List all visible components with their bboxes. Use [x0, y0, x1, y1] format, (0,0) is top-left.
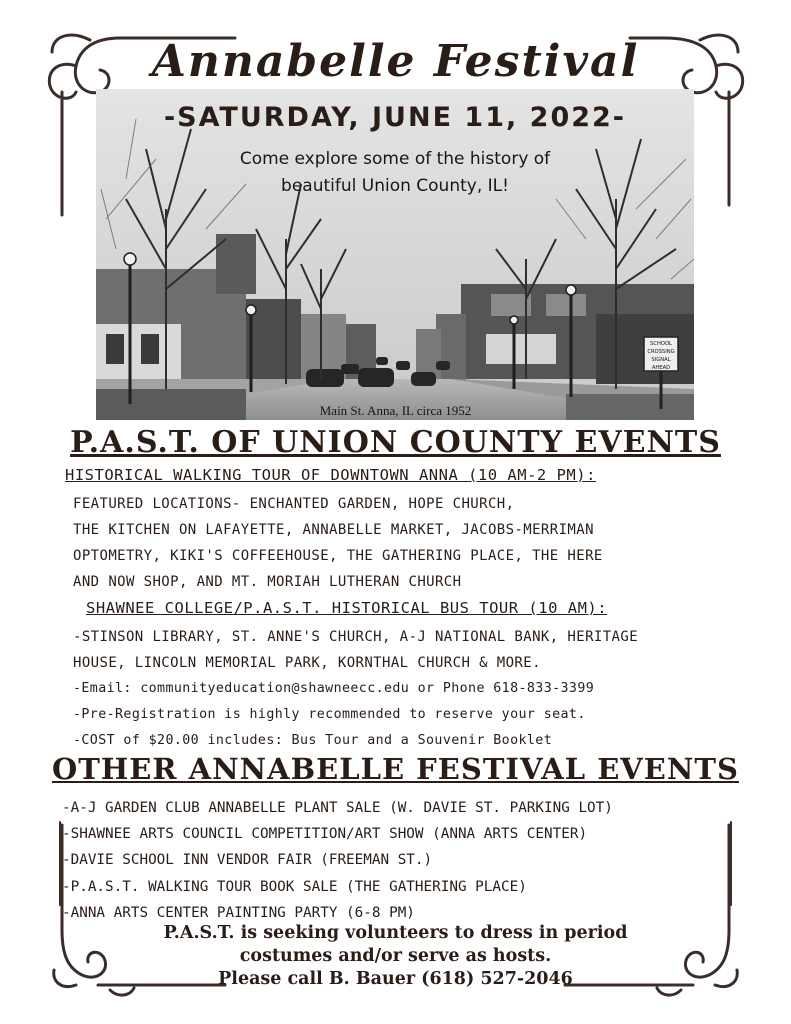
- volunteer-callout: [0, 922, 791, 991]
- list-item: -DAVIE SCHOOL INN VENDOR FAIR (FREEMAN ST.): [62, 852, 433, 869]
- bus-tour-line: -Pre-Registration is highly recommended to reserve your seat.: [73, 707, 586, 722]
- sign-text: SIGNAL: [651, 357, 671, 363]
- festival-title: Annabelle Festival: [151, 36, 640, 87]
- walking-tour-details: [73, 491, 603, 595]
- bus-tour-line: -STINSON LIBRARY, ST. ANNE'S CHURCH, A-J NATIONAL BANK, HERITAGE: [73, 629, 639, 645]
- bus-tour-title: SHAWNEE COLLEGE/P.A.S.T. HISTORICAL BUS TOUR (10 AM):: [86, 599, 608, 617]
- list-item: -SHAWNEE ARTS COUNCIL COMPETITION/ART SHOW (ANNA ARTS CENTER): [62, 826, 588, 843]
- sign-text: SCHOOL: [650, 341, 672, 347]
- walking-tour-line: OPTOMETRY, KIKI'S COFFEEHOUSE, THE GATHERING PLACE, THE HERE: [73, 548, 603, 564]
- footer-line: P.A.S.T. is seeking volunteers to dress in period: [163, 923, 628, 943]
- sign-text: CROSSING: [647, 349, 675, 355]
- footer-line: Please call B. Bauer (618) 527-2046: [218, 969, 573, 989]
- footer-line: costumes and/or serve as hosts.: [239, 946, 552, 966]
- bus-tour-line: -Email: communityeducation@shawneecc.edu or Phone 618-833-3399: [73, 681, 595, 696]
- bus-tour-details: [73, 624, 638, 754]
- walking-tour-line: AND NOW SHOP, AND MT. MORIAH LUTHERAN CHURCH: [73, 574, 462, 590]
- tagline-line: beautiful Union County, IL!: [281, 176, 509, 196]
- tagline-line: Come explore some of the history of: [239, 149, 551, 169]
- bus-tour-line: HOUSE, LINCOLN MEMORIAL PARK, KORNTHAL CHURCH & MORE.: [73, 655, 541, 671]
- past-events-heading: P.A.S.T. OF UNION COUNTY EVENTS: [70, 425, 721, 460]
- sign-text: AHEAD: [651, 365, 671, 371]
- other-events-list: [62, 795, 613, 926]
- tagline: [96, 146, 694, 200]
- list-item: -P.A.S.T. WALKING TOUR BOOK SALE (THE GATHERING PLACE): [62, 878, 527, 895]
- walking-tour-title: HISTORICAL WALKING TOUR OF DOWNTOWN ANNA (10 AM-2 PM):: [65, 466, 596, 484]
- walking-tour-line: THE KITCHEN ON LAFAYETTE, ANNABELLE MARKET, JACOBS-MERRIMAN: [73, 522, 594, 538]
- bus-tour-line: -COST of $20.00 includes: Bus Tour and a Souvenir Booklet: [73, 733, 553, 748]
- photo-caption: Main St. Anna, IL circa 1952: [319, 403, 472, 418]
- other-events-heading: OTHER ANNABELLE FESTIVAL EVENTS: [52, 752, 739, 786]
- list-item: -ANNA ARTS CENTER PAINTING PARTY (6-8 PM): [62, 904, 415, 921]
- event-date: -SATURDAY, JUNE 11, 2022-: [163, 102, 627, 133]
- list-item: -A-J GARDEN CLUB ANNABELLE PLANT SALE (W. DAVIE ST. PARKING LOT): [62, 800, 613, 816]
- walking-tour-line: FEATURED LOCATIONS- ENCHANTED GARDEN, HOPE CHURCH,: [73, 496, 515, 512]
- historic-street-photo: [96, 89, 694, 420]
